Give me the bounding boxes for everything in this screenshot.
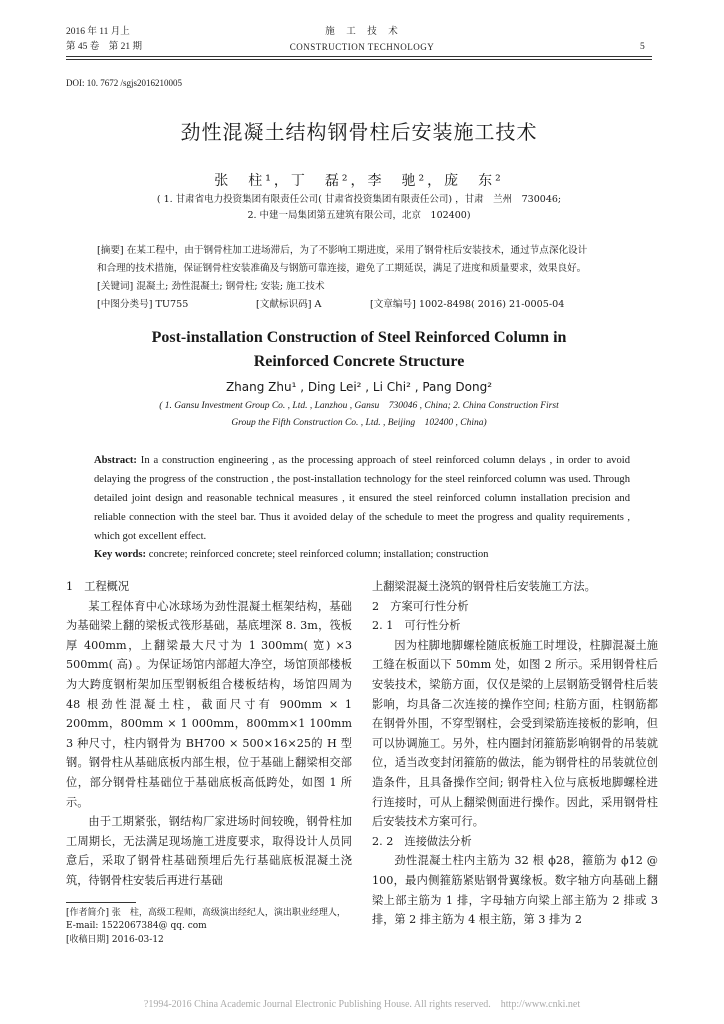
title-en-line-1: Post-installation Construction of Steel Reinforced Column in [151,329,567,346]
header-rule-2 [66,59,652,60]
title-cn: 劲性混凝土结构钢骨柱后安装施工技术 [180,120,538,144]
page-number: 5 [640,42,645,52]
footnote-rule [66,902,136,903]
section-heading-1: 1 工程概况 [66,580,130,593]
section-1-continuation: 上翻梁混凝土浇筑的钢骨柱后安装施工方法。 [372,580,596,593]
author-bio-footnote: [作者简介] 张 柱，高级工程师，高级演出经纪人，演出职业经理人，E-mail: 1522067384@ qq. com [66,908,346,931]
abstract-cn-line-1: [摘要] 在某工程中，由于钢骨柱加工进场滞后，为了不影响工期进度，采用了钢骨柱后安装技术，通过节点深化设计 [97,245,588,256]
keywords-en-label: Key words: [94,549,147,560]
abstract-cn-line-2: 和合理的技术措施，保证钢骨柱安装准确及与钢筋可靠连接，避免了工期延误，满足了进度和质量要求，效果良好。 [97,263,587,274]
section-2-2-paragraph: 劲性混凝土柱内主筋为 32 根 ϕ28，箍筋为 ϕ12 @ 100，最内侧箍筋紧贴钢骨翼缘板。数字轴方向基础上翻梁上部主筋为 1 排，字母轴方向梁上部主筋为 2 排或 3 排，第 2 排主筋为 4 根主筋，第 3 排为 2 [372,854,658,927]
section-1-paragraph-1: 某工程体育中心冰球场为劲性混凝土框架结构，基础为基础梁上翻的梁板式筏形基础，基底埋深 8. 3m，筏板厚 400mm，上翻梁最大尺寸为 1 300mm( 宽) ×3 500mm( 高) 。为保证场馆内部超大净空，场馆顶部楼板为大跨度钢桁架加压型钢板组合楼板结构，场馆四周为 48 根劲性混凝土柱，截面尺寸有 900mm × 1 200mm，800mm × 1 000mm，800mm×1 100mm 3 种尺寸，柱内钢骨为 BH700 × 500×16×25的 H 型钢。钢骨柱从基础底板内部生根，位于基础上翻梁相交部位，部分钢骨柱基础位于基础底板高低跨处，如图 1 所示。 [66,599,352,809]
section-1-paragraph-2: 由于工期紧张，钢结构厂家进场时间较晚，钢骨柱加工周期长，无法满足现场施工进度要求，取得设计人员同意后，采取了钢骨柱基础预埋后先行基础底板混凝土浇筑，待钢骨柱安装后再进行基础 [66,815,352,887]
section-2-1-paragraph: 因为柱脚地脚螺栓随底板施工时埋设，柱脚混凝土施工缝在板面以下 50mm 处，如图 2 所示。采用钢骨柱后安装技术，梁筋方面，仅仅是梁的上层钢筋受钢骨柱后装影响，均具备二次连接的操作空间; 柱筋方面，柱钢筋都在钢骨外围，不穿型钢柱，会受到梁筋连接板的影响，但可以协调施工。另外，柱内圈封闭箍筋影响钢骨的吊装就位，适当改变封闭箍筋的做法，能为钢骨柱的吊装就位创造条件，且具备操作空间; 钢骨柱入位与底板地脚螺栓进行连接时，可从上翻梁侧面进行操作。因此，采用钢骨柱后安装技术方案可行。 [372,638,658,829]
right-column [372,577,658,930]
issue-date: 2016 年 11 月上 [66,27,130,37]
section-heading-2-1: 2. 1 可行性分析 [372,619,461,633]
abstract-en [94,451,630,546]
affiliation-en-2: Group the Fifth Construction Co. , Ltd. , Beijing 102400 , China) [231,418,487,428]
keywords-en [94,545,654,564]
affiliation-en-1: ( 1. Gansu Investment Group Co. , Ltd. , Lanzhou , Gansu 730046 , China; 2. China Construction First [159,401,559,411]
affiliation-cn-2: 2. 中建一局集团第五建筑有限公司，北京 102400) [247,210,471,221]
clc-number: [中图分类号] TU755 [97,299,189,310]
left-column [66,577,352,891]
volume-issue: 第 45 卷 第 21 期 [66,42,143,52]
title-en-line-2: Reinforced Concrete Structure [253,353,465,370]
received-date: [收稿日期] 2016-03-12 [66,935,164,945]
authors-cn: 张 柱¹，丁 磊²，李 驰²，庞 东² [214,173,504,189]
affiliation-cn-1: ( 1. 甘肃省电力投资集团有限责任公司( 甘肃省投资集团有限责任公司) ，甘肃 兰州 730046; [156,194,562,205]
section-heading-2-2: 2. 2 连接做法分析 [372,834,472,848]
header-rule [66,56,652,57]
journal-name-cn: 施 工 技 术 [325,26,399,37]
authors-en: Zhang Zhu¹ , Ding Lei² , Li Chi² , Pang Dong² [225,380,493,394]
journal-name-en: CONSTRUCTION TECHNOLOGY [289,42,435,52]
keywords-en-text: concrete; reinforced concrete; steel reinforced column; installation; construction [146,549,489,560]
copyright-notice: ?1994-2016 China Academic Journal Electronic Publishing House. All rights reserved. http://www.cnki.net [143,999,581,1010]
doi: DOI: 10. 7672 /sgjs2016210005 [66,78,183,88]
keywords-cn: [关键词] 混凝土; 劲性混凝土; 钢骨柱; 安装; 施工技术 [97,281,325,292]
document-code: [文献标识码] A [256,299,322,310]
abstract-en-label: Abstract: [94,455,137,466]
section-heading-2: 2 方案可行性分析 [372,599,469,613]
article-number: [文章编号] 1002-8498( 2016) 21-0005-04 [370,299,565,310]
abstract-en-text: In a construction engineering , as the processing approach of steel reinforced column delays , in order to avoid delaying the progress of the construction , the post-installation technology for the steel reinforced column was used. Through detailed joint design and reasonable technical measures , it ensured the steel reinforced column installation precision and reliable connection with the steel bar. Thus it avoided delay of the schedule to meet the progress and quality requirements , which got excellent effect. [94,455,630,542]
